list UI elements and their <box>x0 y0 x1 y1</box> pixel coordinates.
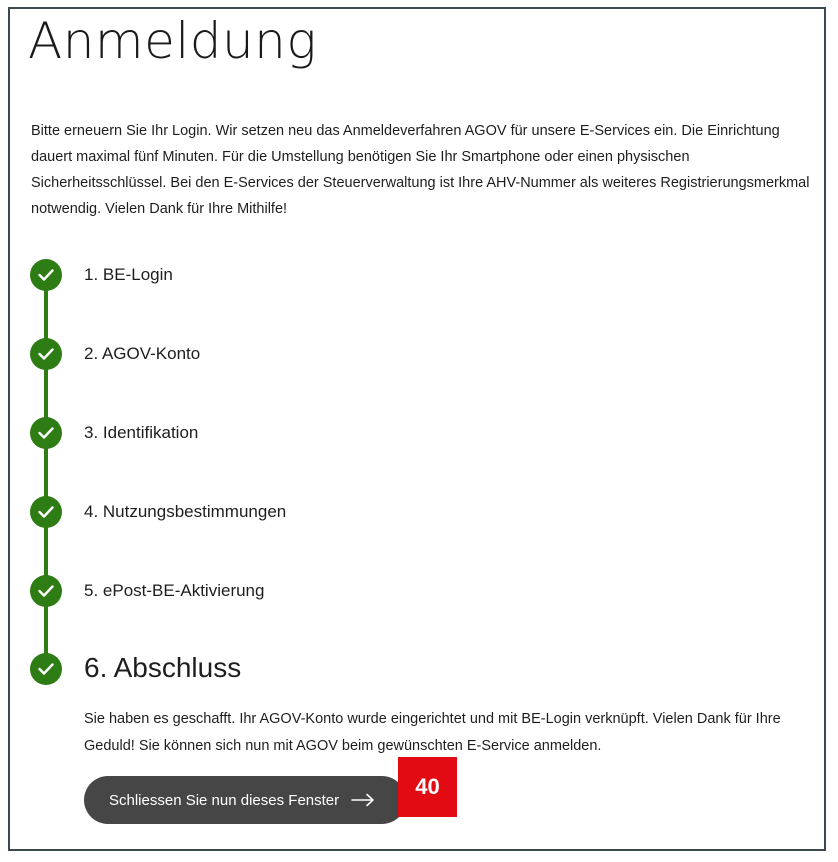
check-icon <box>30 338 62 370</box>
step-agov-konto: 2. AGOV-Konto <box>84 344 201 363</box>
intro-text: Bitte erneuern Sie Ihr Login. Wir setzen neu das Anmeldeverfahren AGOV für unsere E-Services ein. Die Einrichtung dauert maximal fünf Minuten. Für die Umstellung benötigen Sie Ihr Smartphone oder einen physischen Sicherheitsschlüssel. Bei den E-Services der Steuerverwaltung ist Ihre AHV-Nummer als weiteres Registrierungsmerkmal notwendig. Vielen Dank für Ihre Mithilfe! <box>31 123 810 217</box>
page-title: Anmeldung <box>28 12 317 70</box>
arrow-right-icon <box>351 793 375 807</box>
check-icon <box>30 653 62 685</box>
close-window-button-label: Schliessen Sie nun dieses Fenster <box>109 791 340 809</box>
check-icon <box>30 496 62 528</box>
progress-line <box>44 275 48 669</box>
step-epost-be-aktivierung: 5. ePost-BE-Aktivierung <box>84 581 265 600</box>
check-icon <box>30 259 62 291</box>
step-abschluss-heading: 6. Abschluss <box>84 652 242 683</box>
check-icon <box>30 575 62 607</box>
step-be-login: 1. BE-Login <box>84 265 173 284</box>
completion-text: Sie haben es geschafft. Ihr AGOV-Konto wurde eingerichtet und mit BE-Login verknüpft. Vielen Dank für Ihre Geduld! Sie können sich nun mit AGOV beim gewünschten E-Service anmelden. <box>84 711 781 754</box>
step-nutzungsbestimmungen: 4. Nutzungsbestimmungen <box>84 502 287 521</box>
check-icon <box>30 417 62 449</box>
step-identifikation: 3. Identifikation <box>84 423 199 442</box>
annotation-badge: 40 <box>398 757 457 817</box>
close-window-button[interactable] <box>84 776 406 824</box>
